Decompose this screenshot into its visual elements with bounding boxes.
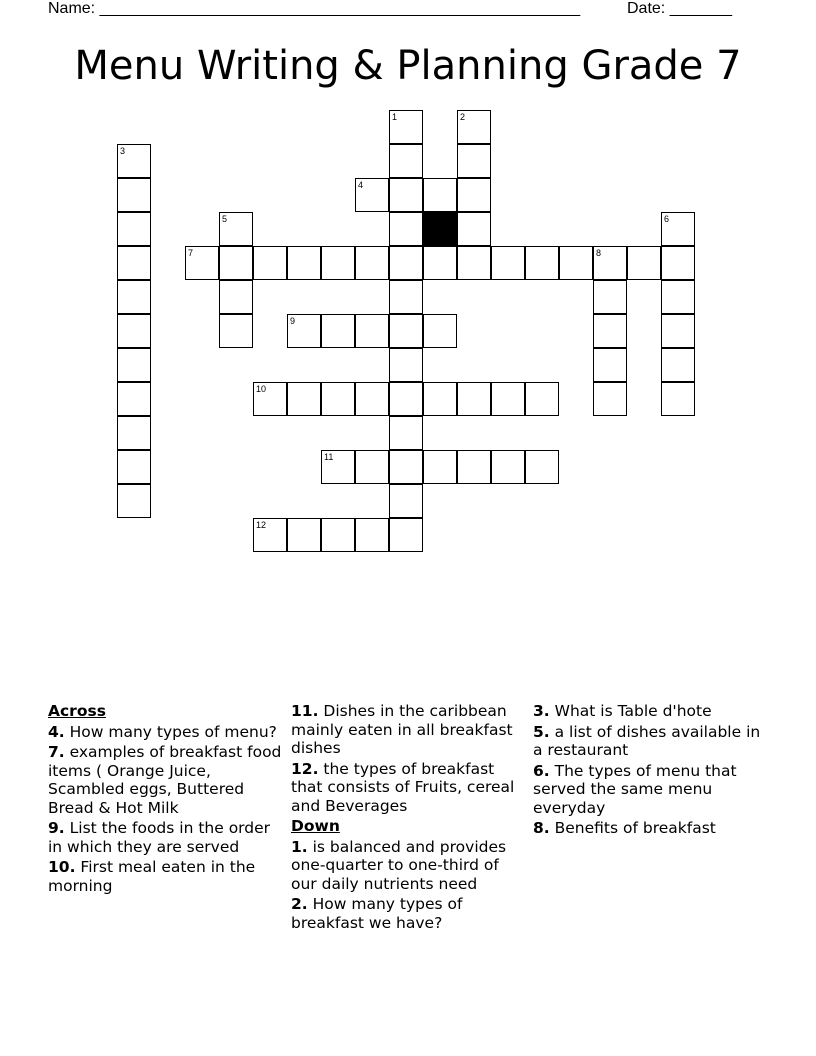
grid-cell[interactable] xyxy=(593,280,627,314)
clue-number: 6. xyxy=(533,761,550,780)
grid-cell[interactable] xyxy=(457,178,491,212)
grid-cell[interactable] xyxy=(253,246,287,280)
cell-number: 10 xyxy=(256,384,267,394)
cell-number: 4 xyxy=(358,180,364,190)
grid-cell[interactable] xyxy=(661,348,695,382)
cell-number: 3 xyxy=(120,146,126,156)
grid-cell[interactable] xyxy=(321,518,355,552)
clue-text: is balanced and provides one-quarter to one-third of our daily nutrients need xyxy=(291,837,507,893)
grid-cell[interactable] xyxy=(423,382,457,416)
clue-text: List the foods in the order in which they are served xyxy=(48,819,271,856)
grid-cell[interactable] xyxy=(491,246,525,280)
cell-number: 9 xyxy=(290,316,296,326)
clue-across-11 xyxy=(291,702,523,758)
grid-cell[interactable] xyxy=(117,484,151,518)
clue-number: 2. xyxy=(291,895,308,913)
clue-down-5 xyxy=(533,723,773,760)
grid-cell[interactable] xyxy=(117,280,151,314)
grid-cell[interactable] xyxy=(423,246,457,280)
clue-number: 9. xyxy=(48,819,65,837)
grid-cell[interactable] xyxy=(117,348,151,382)
grid-cell[interactable] xyxy=(355,382,389,416)
grid-cell[interactable] xyxy=(423,178,457,212)
grid-cell[interactable] xyxy=(287,518,321,552)
grid-cell[interactable] xyxy=(389,518,423,552)
cell-number: 2 xyxy=(460,112,466,122)
cell-number: 11 xyxy=(324,452,334,462)
clue-number: 1. xyxy=(291,837,308,856)
clue-across-10 xyxy=(48,858,282,895)
grid-cell[interactable] xyxy=(491,382,525,416)
clue-down-8 xyxy=(533,819,773,838)
grid-cell[interactable] xyxy=(559,246,593,280)
grid-cell[interactable] xyxy=(355,178,389,212)
grid-cell[interactable] xyxy=(661,314,695,348)
grid-cell[interactable] xyxy=(355,450,389,484)
grid-cell[interactable] xyxy=(525,450,559,484)
grid-cell[interactable] xyxy=(117,382,151,416)
clue-across-7 xyxy=(48,743,282,817)
name-field-label: Name: ______________________________________________________ xyxy=(48,0,581,17)
clue-down-6 xyxy=(533,762,773,818)
clue-text: What is Table d'hote xyxy=(554,702,712,720)
grid-cell[interactable] xyxy=(525,246,559,280)
clue-text: How many types of breakfast we have? xyxy=(291,895,463,932)
grid-block xyxy=(423,212,457,246)
grid-cell[interactable] xyxy=(117,450,151,484)
grid-cell[interactable] xyxy=(321,314,355,348)
clue-text: The types of menu that served the same menu everyday xyxy=(533,761,737,817)
grid-cell[interactable] xyxy=(661,212,695,246)
grid-cell[interactable] xyxy=(389,450,423,484)
grid-cell[interactable] xyxy=(389,178,423,212)
clue-text: a list of dishes available in a restaurant xyxy=(533,722,761,759)
grid-cell[interactable] xyxy=(457,382,491,416)
grid-cell[interactable] xyxy=(593,314,627,348)
grid-cell[interactable] xyxy=(321,450,355,484)
clue-text: Dishes in the caribbean mainly eaten in all breakfast dishes xyxy=(291,702,513,757)
date-field-label: Date: _______ xyxy=(627,0,732,17)
grid-cell[interactable] xyxy=(355,518,389,552)
cell-number: 6 xyxy=(664,214,670,224)
clue-across-9 xyxy=(48,819,282,856)
cell-number: 8 xyxy=(596,248,602,258)
clue-text: How many types of menu? xyxy=(69,722,277,741)
grid-cell[interactable] xyxy=(627,246,661,280)
clue-down-1 xyxy=(291,838,523,894)
grid-cell[interactable] xyxy=(253,518,287,552)
grid-cell[interactable] xyxy=(355,246,389,280)
clue-down-3 xyxy=(533,702,773,721)
clue-down-2 xyxy=(291,895,523,932)
grid-cell[interactable] xyxy=(593,382,627,416)
grid-cell[interactable] xyxy=(355,314,389,348)
cell-number: 12 xyxy=(256,520,267,530)
grid-cell[interactable] xyxy=(253,382,287,416)
grid-cell[interactable] xyxy=(117,416,151,450)
clue-across-12 xyxy=(291,760,523,816)
grid-cell[interactable] xyxy=(389,348,423,382)
grid-cell[interactable] xyxy=(117,144,151,178)
grid-cell[interactable] xyxy=(389,144,423,178)
grid-cell[interactable] xyxy=(287,382,321,416)
clue-text: Benefits of breakfast xyxy=(554,819,716,837)
down-heading: Down xyxy=(291,817,340,835)
grid-cell[interactable] xyxy=(117,314,151,348)
clues-column-1 xyxy=(48,702,282,897)
grid-cell[interactable] xyxy=(117,246,151,280)
grid-cell[interactable] xyxy=(389,416,423,450)
clue-number: 10. xyxy=(48,858,76,876)
page-title: Menu Writing & Planning Grade 7 xyxy=(74,43,742,89)
clue-number: 7. xyxy=(48,743,65,761)
grid-cell[interactable] xyxy=(389,382,423,416)
clues-column-3 xyxy=(533,702,773,840)
grid-cell[interactable] xyxy=(491,450,525,484)
clue-across-4 xyxy=(48,723,282,742)
grid-cell[interactable] xyxy=(389,246,423,280)
grid-cell[interactable] xyxy=(389,212,423,246)
grid-cell[interactable] xyxy=(219,212,253,246)
grid-cell[interactable] xyxy=(593,246,627,280)
grid-cell[interactable] xyxy=(593,348,627,382)
grid-cell[interactable] xyxy=(457,144,491,178)
clues-column-2 xyxy=(291,702,523,934)
clue-number: 12. xyxy=(291,759,319,778)
grid-cell[interactable] xyxy=(389,484,423,518)
grid-cell[interactable] xyxy=(661,280,695,314)
grid-cell[interactable] xyxy=(287,246,321,280)
grid-cell[interactable] xyxy=(423,314,457,348)
grid-cell[interactable] xyxy=(457,246,491,280)
grid-cell[interactable] xyxy=(423,450,457,484)
grid-cell[interactable] xyxy=(117,212,151,246)
clue-number: 5. xyxy=(533,722,550,741)
grid-cell[interactable] xyxy=(457,212,491,246)
clue-number: 3. xyxy=(533,702,550,720)
grid-cell[interactable] xyxy=(389,314,423,348)
clue-number: 11. xyxy=(291,702,319,720)
grid-cell[interactable] xyxy=(389,110,423,144)
clue-text: examples of breakfast food items ( Orange Juice, Scambled eggs, Buttered Bread & Hot Milk xyxy=(48,743,282,817)
grid-cell[interactable] xyxy=(185,246,219,280)
grid-cell[interactable] xyxy=(219,280,253,314)
grid-cell[interactable] xyxy=(321,382,355,416)
grid-cell[interactable] xyxy=(219,314,253,348)
grid-cell[interactable] xyxy=(525,382,559,416)
grid-cell[interactable] xyxy=(321,246,355,280)
clue-number: 4. xyxy=(48,722,65,741)
across-heading: Across xyxy=(48,702,106,720)
grid-cell[interactable] xyxy=(661,382,695,416)
grid-cell[interactable] xyxy=(117,178,151,212)
grid-cell[interactable] xyxy=(457,450,491,484)
cell-number: 5 xyxy=(222,214,228,224)
clue-text: First meal eaten in the morning xyxy=(48,858,256,895)
cell-number: 1 xyxy=(392,112,398,122)
cell-number: 7 xyxy=(188,248,194,258)
clue-text: the types of breakfast that consists of Fruits, cereal and Beverages xyxy=(291,759,515,815)
grid-cell[interactable] xyxy=(661,246,695,280)
clue-number: 8. xyxy=(533,819,550,837)
grid-cell[interactable] xyxy=(389,280,423,314)
grid-cell[interactable] xyxy=(287,314,321,348)
grid-cell[interactable] xyxy=(219,246,253,280)
grid-cell[interactable] xyxy=(457,110,491,144)
